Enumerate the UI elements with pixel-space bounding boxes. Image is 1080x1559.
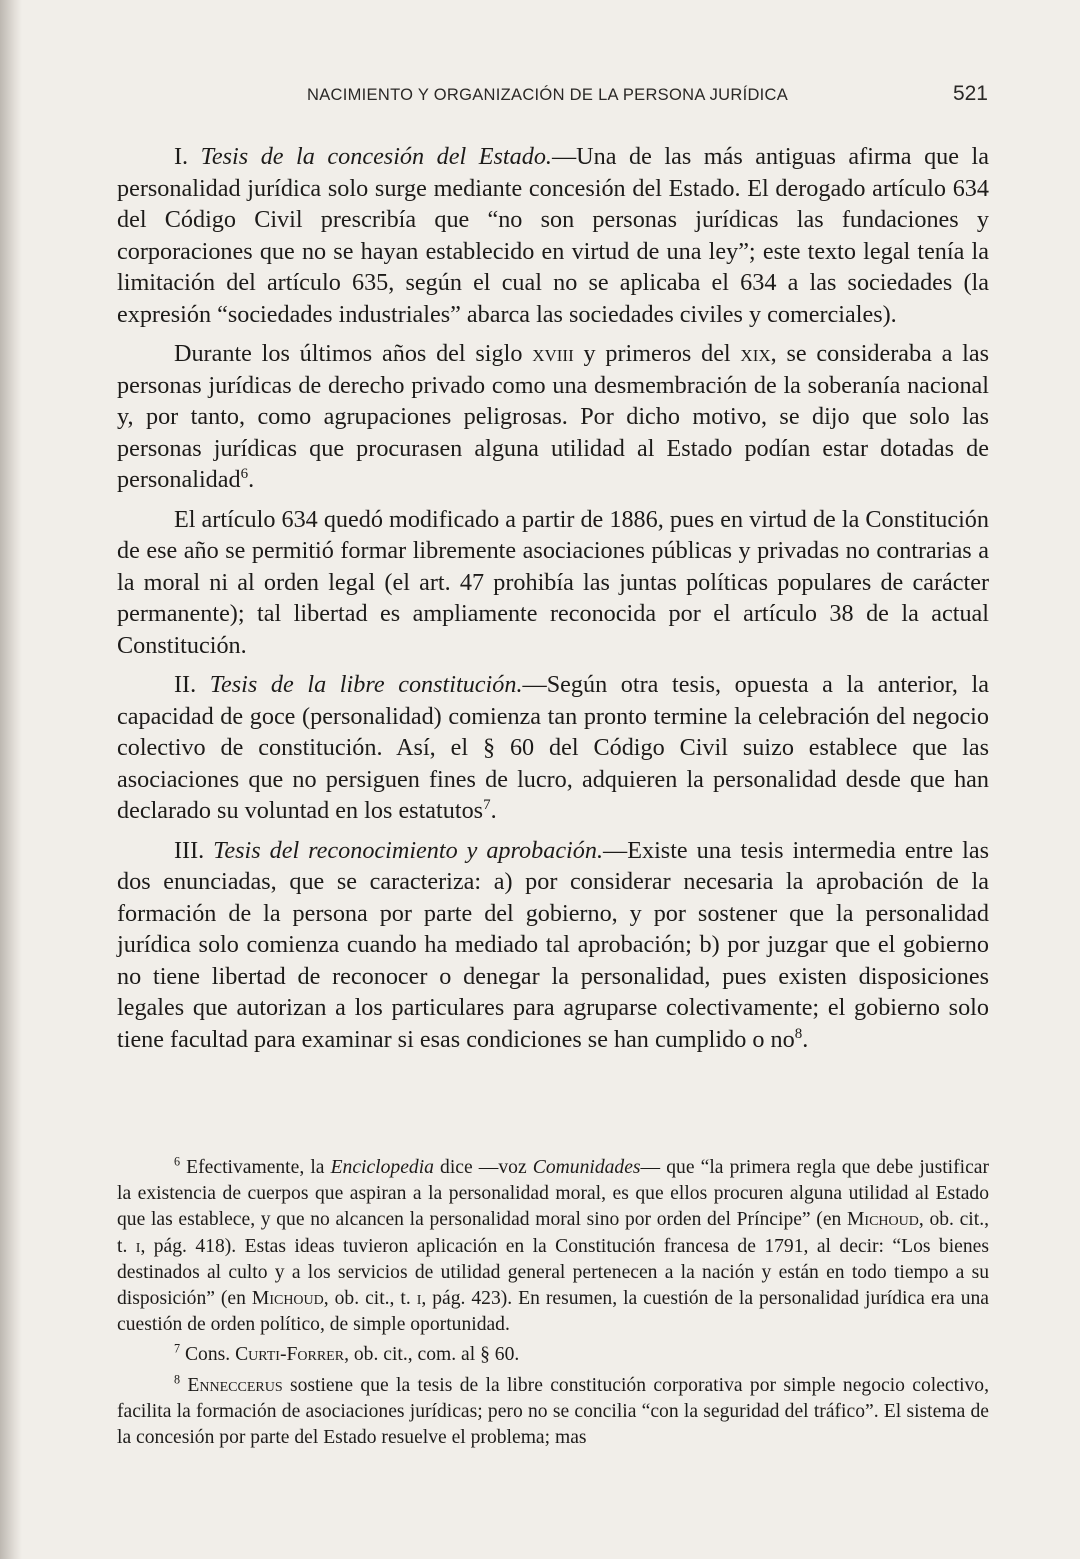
footnote-ref-6: 6	[240, 465, 249, 482]
page-number: 521	[952, 82, 988, 105]
running-title: NACIMIENTO Y ORGANIZACIÓN DE LA PERSONA JURÍDICA	[307, 86, 789, 104]
footnote-ref-8: 8	[794, 1025, 803, 1042]
author-michoud: Michoud	[847, 1209, 919, 1231]
heading-concesion: Tesis de la concesión del Estado.	[200, 143, 552, 170]
century-xviii: xviii	[532, 340, 574, 367]
footnote-8: $^8$ Enneccerus sostiene que la tesis de la libre constitución corporativa por simple negocio colectivo, facilita la formación de asociaciones jurídicas; pero no se concilia “con la seguridad del tráfico”. El sistema de la concesión por parte del Estado resuelve el problema; mas	[117, 1372, 990, 1449]
main-text	[117, 141, 989, 1063]
running-header	[117, 80, 988, 110]
heading-libre-constitucion: Tesis de la libre constitución.	[209, 671, 523, 698]
footnote-6: $^6$ Efectivamente, la Enciclopedia dice —voz Comunidades— que “la primera regla que debe justificar la existencia de cuerpos que aspiran a la personalidad moral, es que ellos procuren alguna utilidad al Estado que las establece, y que no alcancen la personalidad moral sino por orden del Príncipe” (en Michoud, ob. cit., t. i, pág. 418). Estas ideas tuvieron aplicación en la Constitución francesa de 1791, al decir: “Los bienes destinados al culto y a los servicios de utilidad general pertenecen a la nación y están en todo tiempo a su disposición” (en Michoud, ob. cit., t. i, pág. 423). En resumen, la cuestión de la personalidad jurídica era una cuestión de orden político, de simple oportunidad.	[117, 1154, 989, 1336]
heading-reconocimiento: Tesis del reconocimiento y aprobación.	[213, 836, 604, 864]
paragraph-siglo: Durante los últimos años del siglo xviii y primeros del xix, se consideraba a las personas jurídicas de derecho privado como una desmembración de la soberanía nacional y, por tanto, como agrupaciones peligrosas. Por dicho motivo, se dijo que solo las personas jurídicas que procurasen alguna utilidad al Estado podían estar dotadas de personalidad$^6$.	[117, 340, 989, 493]
footnotes	[117, 1155, 989, 1455]
footnote-ref-7: 7	[483, 796, 491, 813]
paragraph-libre-constitucion: II. Tesis de la libre constitución.—Según otra tesis, opuesta a la anterior, la capacidad de goce (personalidad) comienza tan pronto termine la celebración del negocio colectivo de constitución. Así, el § 60 del Código Civil suizo establece que las asociaciones que no persiguen fines de lucro, adquieren la personalidad desde que han declarado su voluntad en los estatutos$^7$.	[117, 671, 989, 824]
century-xix: xix	[740, 340, 771, 367]
paragraph-concesion: I. Tesis de la concesión del Estado.—Una de las más antiguas afirma que la personalidad jurídica solo surge mediante concesión del Estado. El derogado artículo 634 del Código Civil prescribía que “no son personas jurídicas las fundaciones y corporaciones que no se hayan establecido en virtud de una ley”; este texto legal tenía la limitación del artículo 635, según el cual no se aplicaba el 634 a las sociedades (la expresión “sociedades industriales” abarca las sociedades civiles y comerciales).	[117, 143, 989, 328]
page-edge-shadow	[0, 0, 22, 1559]
paragraph-articulo-634: El artículo 634 quedó modificado a partir de 1886, pues en virtud de la Constitución de ese año se permitió formar libremente asociaciones públicas y privadas no contrarias a la moral ni al orden legal (el art. 47 prohibía las juntas políticas populares de carácter permanente); tal libertad es ampliamente reconocida por el artículo 38 de la actual Constitución.	[117, 505, 989, 659]
paragraph-reconocimiento: III. Tesis del reconocimiento y aprobación.—Existe una tesis intermedia entre las dos enunciadas, que se caracteriza: a) por considerar necesaria la aprobación de la formación de la persona por parte del gobierno, y por sostener que la personalidad jurídica solo comienza cuando ha mediado tal aprobación; b) por juzgar que el gobierno no tiene libertad de reconocer o denegar la personalidad, pues existen disposiciones legales que autorizan a los particulares para agruparse colectivamente; el gobierno solo tiene facultad para examinar si esas condiciones se han cumplido o $no^8$.	[117, 836, 989, 1053]
author-enneccerus: Enneccerus	[180, 1374, 283, 1396]
author-curti-forrer: Curti-Forrer	[235, 1344, 345, 1366]
footnote-7: $^7$ Cons. Curti-Forrer, ob. cit., com. al § 60.	[174, 1341, 520, 1366]
author-michoud: Michoud	[251, 1288, 324, 1310]
